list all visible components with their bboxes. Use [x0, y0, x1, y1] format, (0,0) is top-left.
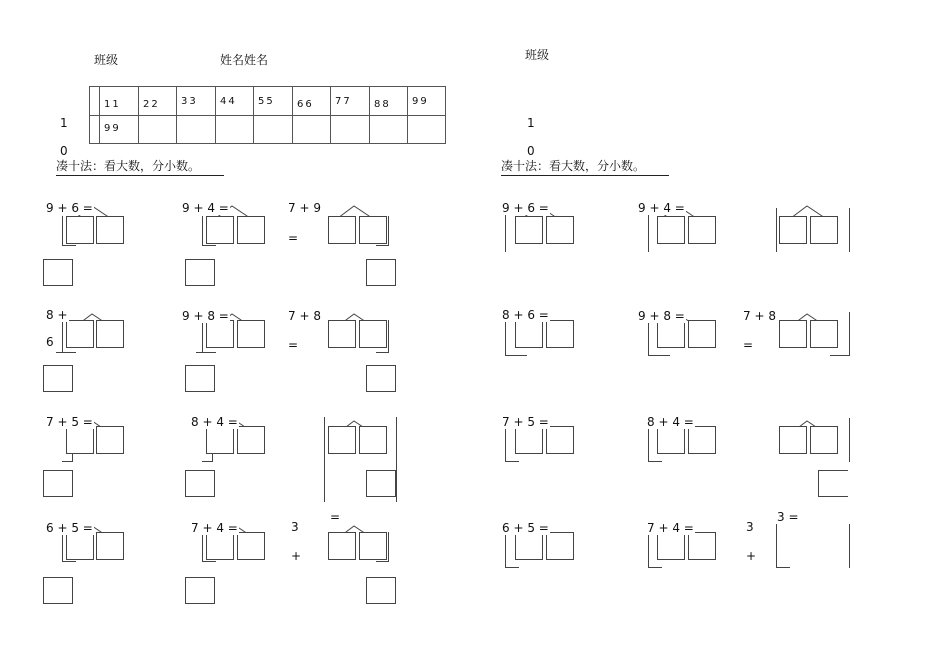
- problem: 8 + 4 =: [647, 415, 694, 429]
- problem: 9 + 8 =: [182, 309, 229, 323]
- table-cell: 77: [331, 87, 370, 115]
- problem: 6 + 5 =: [46, 521, 93, 535]
- table-cell: 11: [100, 87, 139, 115]
- problem: 9 + 6 =: [502, 201, 549, 215]
- problem: 3: [291, 520, 299, 534]
- problem: 7 + 5 =: [502, 415, 549, 429]
- problem: 6: [46, 335, 54, 349]
- problem: 3: [746, 520, 754, 534]
- problem: 9 + 6 =: [46, 201, 93, 215]
- number-zero: 0: [60, 144, 68, 158]
- number-one-right: 1: [527, 116, 535, 130]
- problem: 8 + 4 =: [191, 415, 238, 429]
- problem: 8 +: [46, 308, 68, 322]
- problem: =: [743, 338, 754, 352]
- problem: 9 + 4 =: [182, 201, 229, 215]
- problem: 7 + 9: [288, 201, 321, 215]
- number-one: 1: [60, 116, 68, 130]
- problem: =: [330, 510, 341, 524]
- problem: 6 + 5 =: [502, 521, 549, 535]
- table-cell: 66: [293, 87, 331, 115]
- problem: =: [288, 231, 299, 245]
- table-cell: 22: [139, 87, 177, 115]
- table-cell: 99: [100, 116, 139, 143]
- problem: 8 + 6 =: [502, 308, 549, 322]
- problem: +: [746, 549, 757, 563]
- table-cell: 44: [216, 87, 254, 115]
- problem: 7 + 8: [743, 309, 776, 323]
- problem: +: [291, 549, 302, 563]
- subtitle-right: 凑十法：看大数，分小数。: [501, 157, 669, 176]
- problem: 9 + 8 =: [638, 309, 685, 323]
- table-cell: 99: [408, 87, 446, 115]
- problem: 7 + 5 =: [46, 415, 93, 429]
- table-cell: 33: [177, 87, 216, 115]
- table-cell: 55: [254, 87, 293, 115]
- number-zero-right: 0: [527, 144, 535, 158]
- problem: 9 + 4 =: [638, 201, 685, 215]
- class-label: 班级: [94, 53, 119, 67]
- problem: 3 =: [777, 510, 799, 524]
- class-label-right: 班级: [525, 48, 550, 62]
- problem: =: [288, 338, 299, 352]
- score-table: [89, 86, 446, 144]
- problem: 7 + 4 =: [647, 521, 694, 535]
- problem: 7 + 8: [288, 309, 321, 323]
- subtitle: 凑十法：看大数，分小数。: [56, 157, 224, 176]
- problem: 7 + 4 =: [191, 521, 238, 535]
- name-label: 姓名姓名: [220, 53, 269, 67]
- table-cell: 88: [370, 87, 408, 115]
